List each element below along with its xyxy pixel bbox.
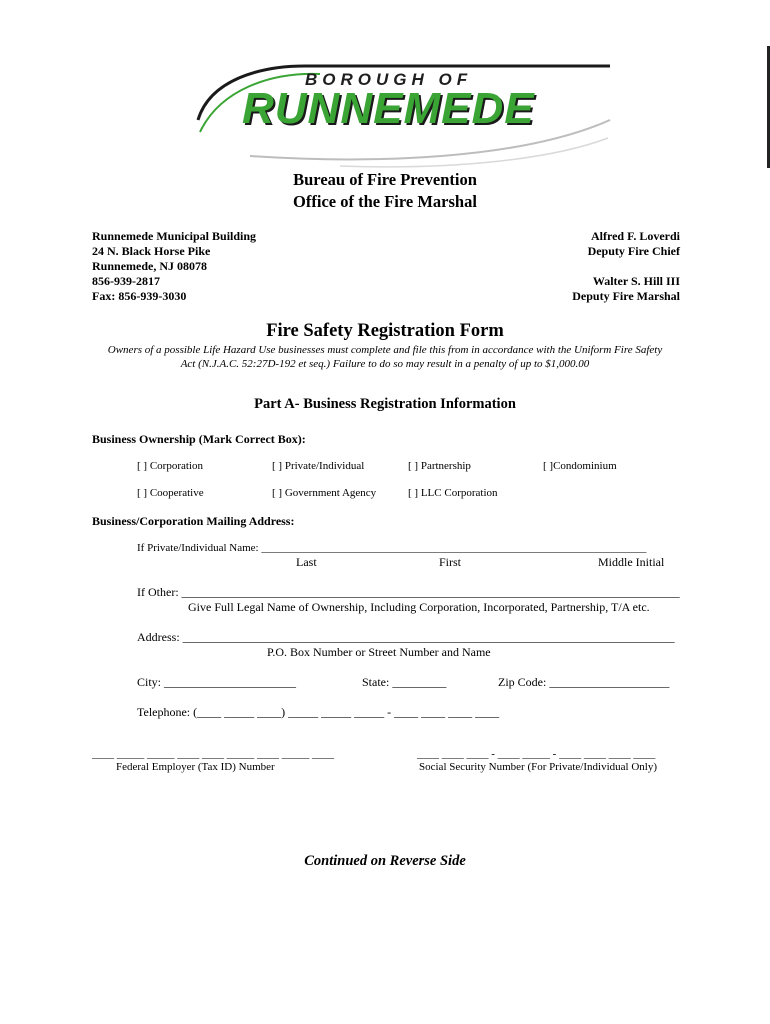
logo-main-text: RUNNEMEDE — [242, 84, 535, 133]
official-role-2: Deputy Fire Marshal — [572, 289, 680, 303]
state-field[interactable]: State: _________ — [362, 675, 447, 689]
option-partnership[interactable]: [ ] Partnership — [408, 460, 471, 472]
ssn-label: Social Security Number (For Private/Individual Only) — [419, 761, 657, 773]
option-private-individual[interactable]: [ ] Private/Individual — [272, 460, 365, 472]
address-line3: Runnemede, NJ 08078 — [92, 259, 208, 273]
ein-field[interactable]: ____ _____ _____ ____ ____ _____ ____ _____ ____ — [92, 748, 334, 760]
ownership-label: Business Ownership (Mark Correct Box): — [92, 432, 306, 446]
address-field[interactable]: Address: __________________________________________________________________________________ — [137, 630, 675, 644]
option-condominium[interactable]: [ ]Condominium — [543, 460, 617, 472]
option-cooperative[interactable]: [ ] Cooperative — [137, 487, 204, 499]
address-line1: Runnemede Municipal Building — [92, 229, 257, 243]
address-phone: 856-939-2817 — [92, 274, 160, 288]
address-hint: P.O. Box Number or Street Number and Name — [267, 645, 491, 659]
continued-reverse-note: Continued on Reverse Side — [304, 853, 466, 869]
logo-top-text: BOROUGH OF — [305, 70, 473, 89]
form-note-line1: Owners of a possible Life Hazard Use businesses must complete and file this from in accordance with the Uniform Fire Safety — [107, 344, 663, 356]
option-llc-corporation[interactable]: [ ] LLC Corporation — [408, 487, 498, 499]
sub-label-middle: Middle Initial — [598, 555, 665, 569]
sub-label-first: First — [439, 555, 462, 569]
private-name-field[interactable]: If Private/Individual Name: ______________________________________________________________________ — [137, 542, 647, 554]
if-other-hint: Give Full Legal Name of Ownership, Including Corporation, Incorporated, Partnership, T/A etc. — [188, 600, 650, 614]
form-note-line2: Act (N.J.A.C. 52:27D-192 et seq.) Failure to do so may result in a penalty of up to $1,000.00 — [180, 358, 590, 370]
option-government-agency[interactable]: [ ] Government Agency — [272, 487, 377, 499]
zip-field[interactable]: Zip Code: ____________________ — [498, 675, 670, 689]
address-fax: Fax: 856-939-3030 — [92, 289, 187, 303]
header-title-line1: Bureau of Fire Prevention — [293, 170, 477, 189]
option-corporation[interactable]: [ ] Corporation — [137, 460, 203, 472]
official-name-1: Alfred F. Loverdi — [591, 229, 680, 243]
telephone-field[interactable]: Telephone: (____ _____ ____) _____ _____ _____ - ____ ____ ____ ____ — [137, 705, 500, 719]
borough-logo — [190, 60, 620, 170]
ein-label: Federal Employer (Tax ID) Number — [116, 761, 275, 773]
official-role-1: Deputy Fire Chief — [587, 244, 680, 258]
city-field[interactable]: City: ______________________ — [137, 675, 297, 689]
if-other-field[interactable]: If Other: ___________________________________________________________________________________ — [137, 585, 680, 599]
header-title-line2: Office of the Fire Marshal — [293, 192, 477, 211]
mailing-address-label: Business/Corporation Mailing Address: — [92, 514, 295, 528]
form-title: Fire Safety Registration Form — [266, 321, 504, 341]
part-a-title: Part A- Business Registration Information — [254, 396, 516, 412]
ssn-field[interactable]: ____ ____ ____ - ____ _____ - ____ ____ ____ ____ — [417, 748, 656, 760]
official-name-2: Walter S. Hill III — [592, 274, 680, 288]
sub-label-last: Last — [296, 555, 317, 569]
address-line2: 24 N. Black Horse Pike — [92, 244, 211, 258]
